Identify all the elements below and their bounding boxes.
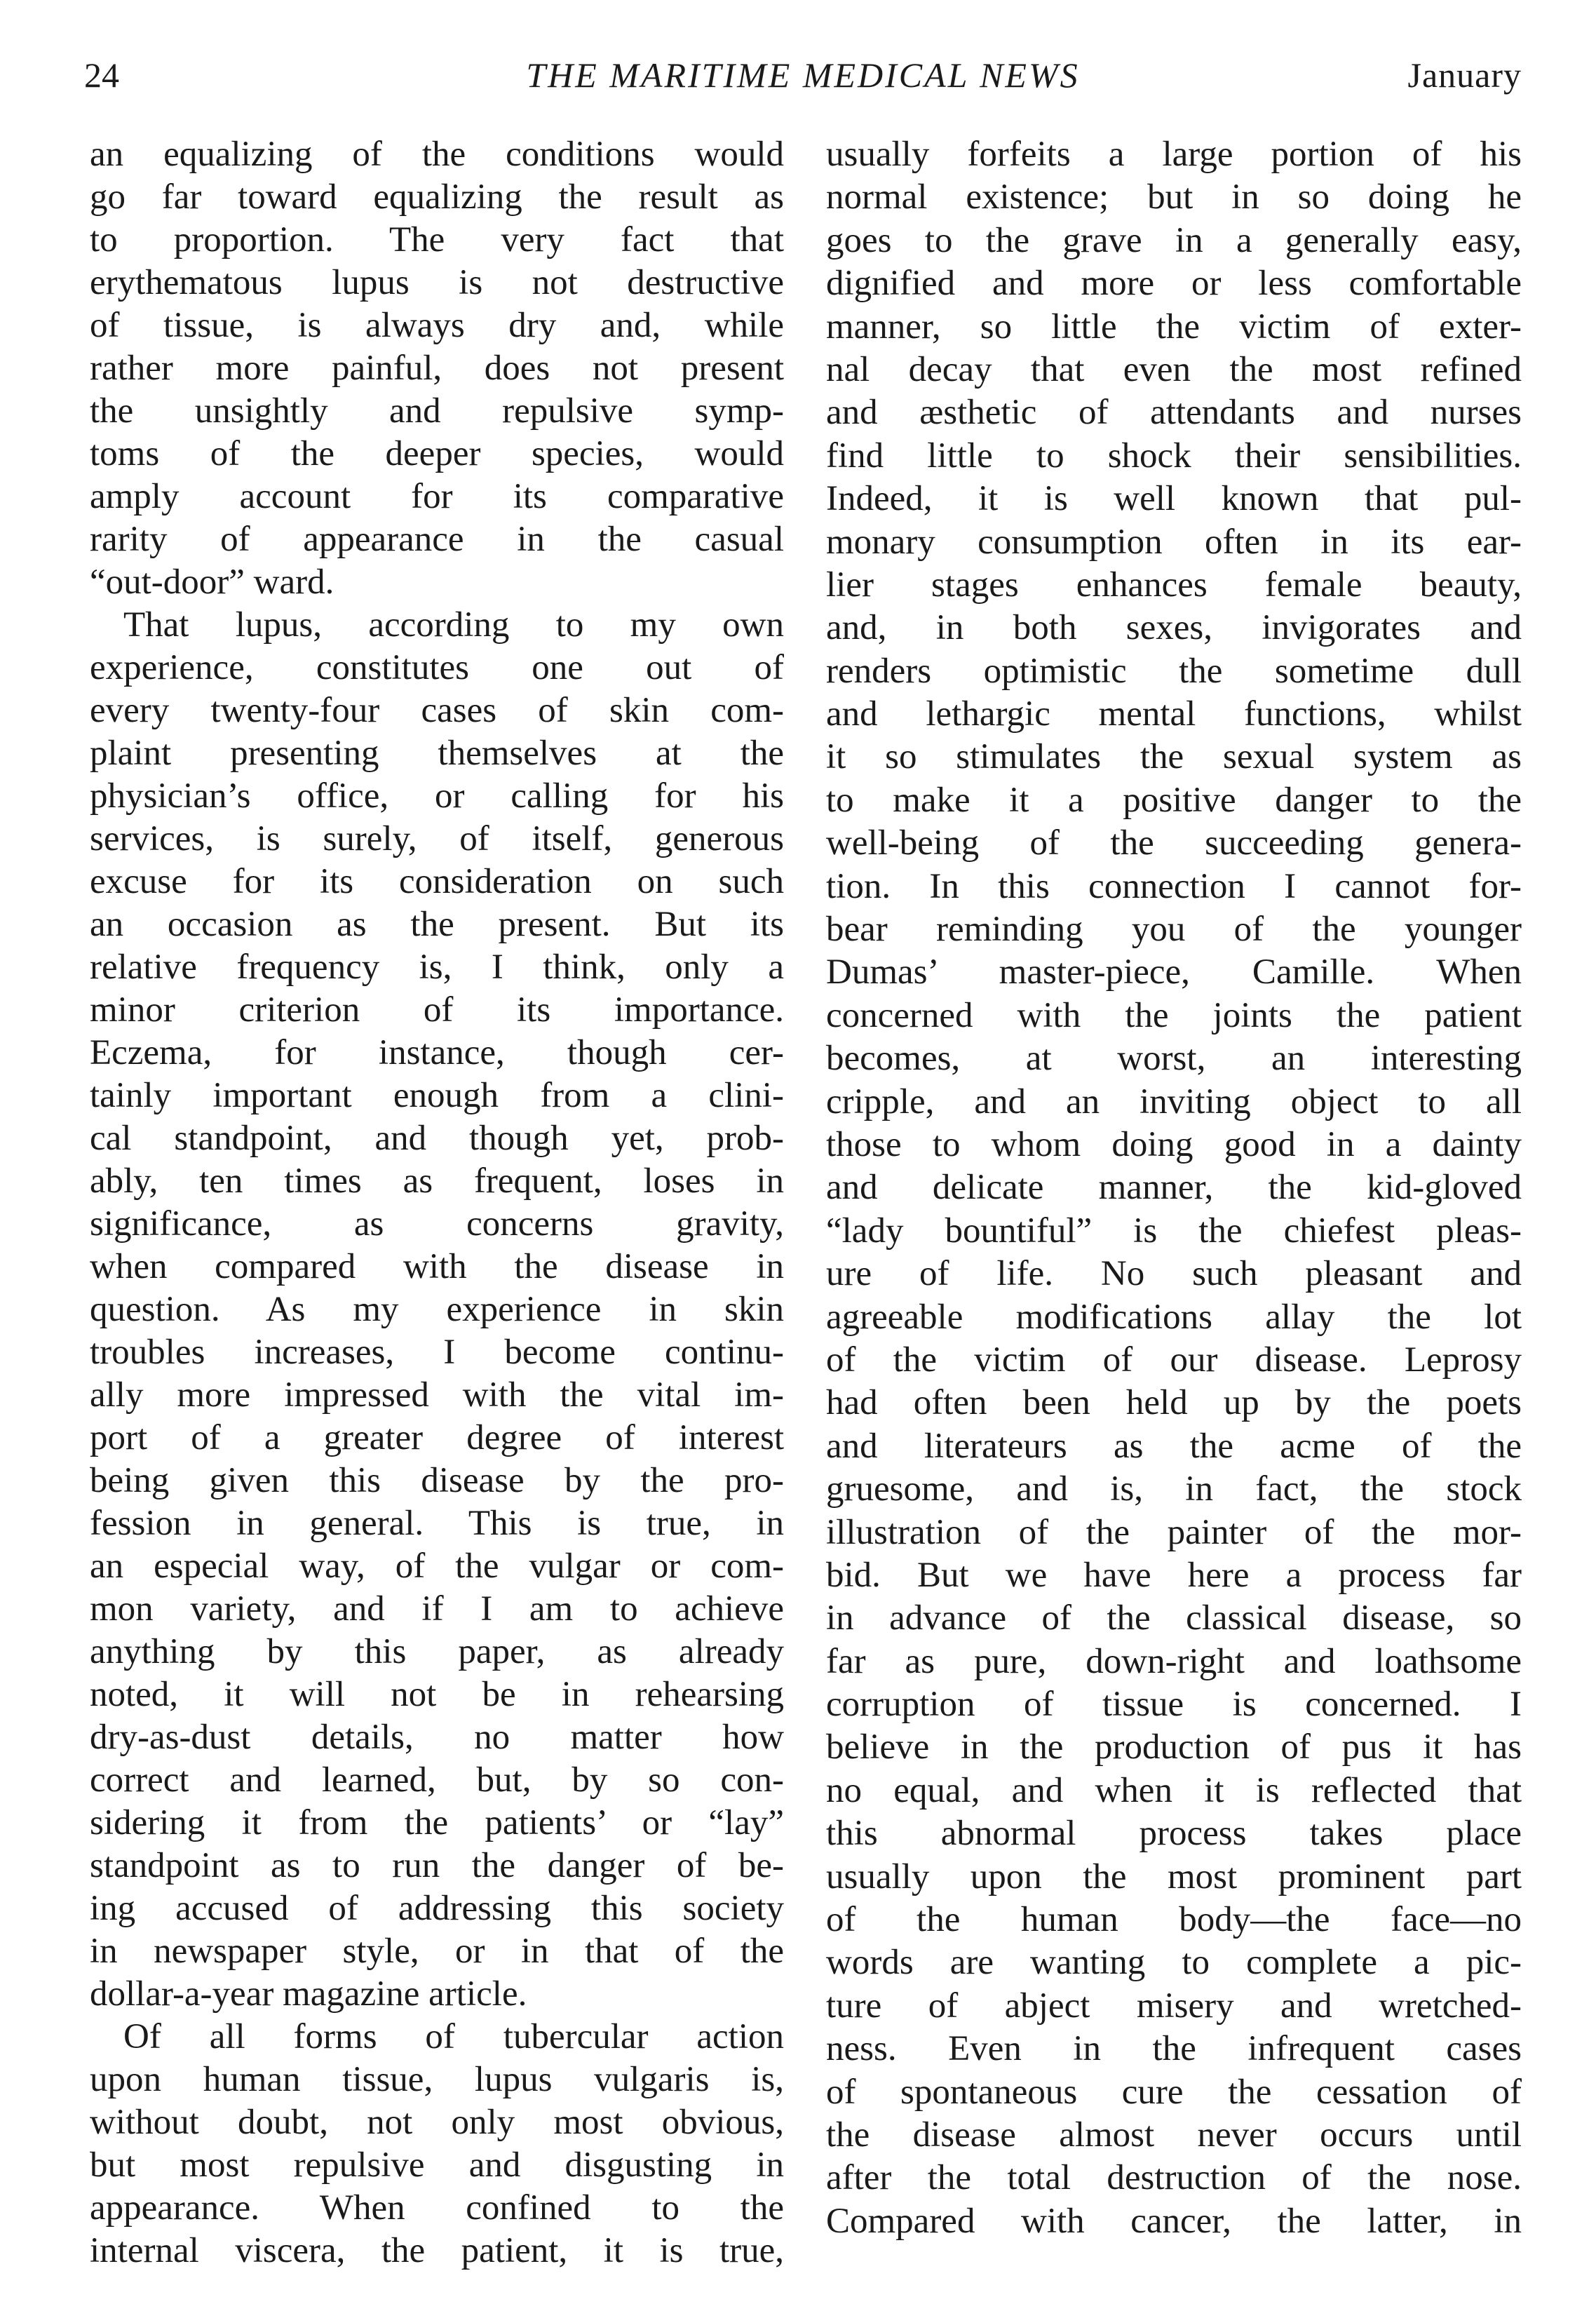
text-line: physician’s office, or calling for his xyxy=(90,776,784,816)
text-column-left xyxy=(90,133,784,2272)
text-line: Dumas’ master-piece, Camille. When xyxy=(826,952,1522,992)
text-line: “lady bountiful” is the chiefest pleas- xyxy=(826,1211,1522,1251)
text-line: monary consumption often in its ear- xyxy=(826,522,1522,562)
text-line: after the total destruction of the nose. xyxy=(826,2158,1522,2198)
text-line: mon variety, and if I am to achieve xyxy=(90,1589,784,1629)
paragraph xyxy=(90,604,784,2016)
text-line: renders optimistic the sometime dull xyxy=(826,651,1522,691)
text-line: usually upon the most prominent part xyxy=(826,1857,1522,1896)
text-line: ure of life. No such pleasant and xyxy=(826,1254,1522,1294)
text-line: cripple, and an inviting object to all xyxy=(826,1082,1522,1121)
text-line: concerned with the joints the patient xyxy=(826,995,1522,1035)
paragraph xyxy=(90,133,784,604)
text-line: cal standpoint, and though yet, prob- xyxy=(90,1119,784,1158)
text-line: port of a greater degree of interest xyxy=(90,1418,784,1457)
text-line: being given this disease by the pro- xyxy=(90,1461,784,1500)
text-line: of tissue, is always dry and, while xyxy=(90,306,784,345)
text-line: go far toward equalizing the result as xyxy=(90,177,784,217)
text-line: “out-door” ward. xyxy=(90,562,334,602)
text-line: services, is surely, of itself, generous xyxy=(90,819,784,858)
text-line: question. As my experience in skin xyxy=(90,1290,784,1329)
page-number: 24 xyxy=(84,55,119,95)
text-line: in advance of the classical disease, so xyxy=(826,1598,1522,1638)
text-line: dry-as-dust details, no matter how xyxy=(90,1718,784,1757)
text-line: corruption of tissue is concerned. I xyxy=(826,1685,1522,1725)
text-line: relative frequency is, I think, only a xyxy=(90,948,784,987)
text-line: ably, ten times as frequent, loses in xyxy=(90,1161,784,1201)
text-line: minor criterion of its importance. xyxy=(90,990,784,1030)
text-line: normal existence; but in so doing he xyxy=(826,177,1522,217)
text-line: nal decay that even the most refined xyxy=(826,349,1522,389)
text-line: tion. In this connection I cannot for- xyxy=(826,866,1522,906)
text-line: Of all forms of tubercular action xyxy=(123,2017,784,2056)
text-line: an equalizing of the conditions would xyxy=(90,135,784,174)
text-line: dignified and more or less comfortable xyxy=(826,264,1522,304)
text-line: rarity of appearance in the casual xyxy=(90,520,784,559)
text-line: correct and learned, but, by so con- xyxy=(90,1760,784,1800)
text-line: amply account for its comparative xyxy=(90,477,784,516)
text-line: lier stages enhances female beauty, xyxy=(826,565,1522,605)
text-line: erythematous lupus is not destructive xyxy=(90,263,784,302)
text-line: illustration of the painter of the mor- xyxy=(826,1512,1522,1552)
text-line: bear reminding you of the younger xyxy=(826,910,1522,950)
text-line: an occasion as the present. But its xyxy=(90,905,784,944)
text-line: it so stimulates the sexual system as xyxy=(826,737,1522,777)
running-header xyxy=(84,55,1522,104)
text-line: no equal, and when it is reflected that xyxy=(826,1770,1522,1810)
text-line: tainly important enough from a clini- xyxy=(90,1076,784,1115)
text-line: those to whom doing good in a dainty xyxy=(826,1124,1522,1164)
text-line: well-being of the succeeding genera- xyxy=(826,823,1522,863)
text-line: words are wanting to complete a pic- xyxy=(826,1943,1522,1983)
text-line: this abnormal process takes place xyxy=(826,1814,1522,1854)
text-line: anything by this paper, as already xyxy=(90,1632,784,1671)
text-line: significance, as concerns gravity, xyxy=(90,1204,784,1244)
text-line: and, in both sexes, invigorates and xyxy=(826,608,1522,648)
text-line: upon human tissue, lupus vulgaris is, xyxy=(90,2060,784,2099)
text-line: That lupus, according to my own xyxy=(123,605,784,645)
text-line: fession in general. This is true, in xyxy=(90,1504,784,1543)
text-line: believe in the production of pus it has xyxy=(826,1727,1522,1767)
text-line: of the victim of our disease. Leprosy xyxy=(826,1340,1522,1380)
text-line: excuse for its consideration on such xyxy=(90,862,784,901)
text-line: ness. Even in the infrequent cases xyxy=(826,2029,1522,2069)
paragraph xyxy=(826,133,1522,2243)
text-line: but most repulsive and disgusting in xyxy=(90,2145,784,2185)
text-line: far as pure, down-right and loathsome xyxy=(826,1641,1522,1681)
text-line: when compared with the disease in xyxy=(90,1247,784,1286)
text-line: Compared with cancer, the latter, in xyxy=(826,2201,1522,2241)
text-line: and lethargic mental functions, whilst xyxy=(826,694,1522,734)
text-line: the disease almost never occurs until xyxy=(826,2115,1522,2155)
text-line: find little to shock their sensibilities. xyxy=(826,436,1522,476)
issue-month: January xyxy=(1407,55,1522,95)
text-line: and delicate manner, the kid-gloved xyxy=(826,1168,1522,1208)
text-line: bid. But we have here a process far xyxy=(826,1555,1522,1595)
text-line: an especial way, of the vulgar or com- xyxy=(90,1547,784,1586)
text-line: toms of the deeper species, would xyxy=(90,434,784,473)
text-line: Eczema, for instance, though cer- xyxy=(90,1033,784,1072)
text-line: Indeed, it is well known that pul- xyxy=(826,479,1522,519)
text-line: and literateurs as the acme of the xyxy=(826,1426,1522,1466)
text-line: experience, constitutes one out of xyxy=(90,648,784,687)
text-line: ally more impressed with the vital im- xyxy=(90,1375,784,1415)
text-line: manner, so little the victim of exter- xyxy=(826,306,1522,346)
text-line: agreeable modifications allay the lot xyxy=(826,1297,1522,1337)
text-line: sidering it from the patients’ or “lay” xyxy=(90,1803,784,1842)
text-line: troubles increases, I become continu- xyxy=(90,1333,784,1372)
text-line: ing accused of addressing this society xyxy=(90,1889,784,1928)
text-line: of spontaneous cure the cessation of xyxy=(826,2072,1522,2112)
text-line: plaint presenting themselves at the xyxy=(90,734,784,773)
text-line: of the human body—the face—no xyxy=(826,1900,1522,1940)
text-line: without doubt, not only most obvious, xyxy=(90,2103,784,2142)
text-line: becomes, at worst, an interesting xyxy=(826,1039,1522,1079)
text-column-right xyxy=(826,133,1522,2243)
text-line: internal viscera, the patient, it is true, xyxy=(90,2231,784,2270)
text-line: the unsightly and repulsive symp- xyxy=(90,391,784,431)
text-line: to proportion. The very fact that xyxy=(90,220,784,260)
text-line: every twenty-four cases of skin com- xyxy=(90,691,784,730)
text-line: usually forfeits a large portion of his xyxy=(826,135,1522,174)
text-line: in newspaper style, or in that of the xyxy=(90,1932,784,1971)
text-line: had often been held up by the poets xyxy=(826,1383,1522,1423)
text-line: to make it a positive danger to the xyxy=(826,780,1522,820)
text-line: noted, it will not be in rehearsing xyxy=(90,1675,784,1714)
text-line: gruesome, and is, in fact, the stock xyxy=(826,1469,1522,1509)
text-line: rather more painful, does not present xyxy=(90,349,784,388)
text-line: appearance. When confined to the xyxy=(90,2188,784,2228)
text-line: dollar-a-year magazine article. xyxy=(90,1974,527,2014)
text-line: and æsthetic of attendants and nurses xyxy=(826,393,1522,433)
paragraph xyxy=(90,2016,784,2272)
text-line: ture of abject misery and wretched- xyxy=(826,1986,1522,2026)
text-line: goes to the grave in a generally easy, xyxy=(826,220,1522,260)
text-line: standpoint as to run the danger of be- xyxy=(90,1846,784,1885)
journal-title: THE MARITIME MEDICAL NEWS xyxy=(526,55,1080,95)
